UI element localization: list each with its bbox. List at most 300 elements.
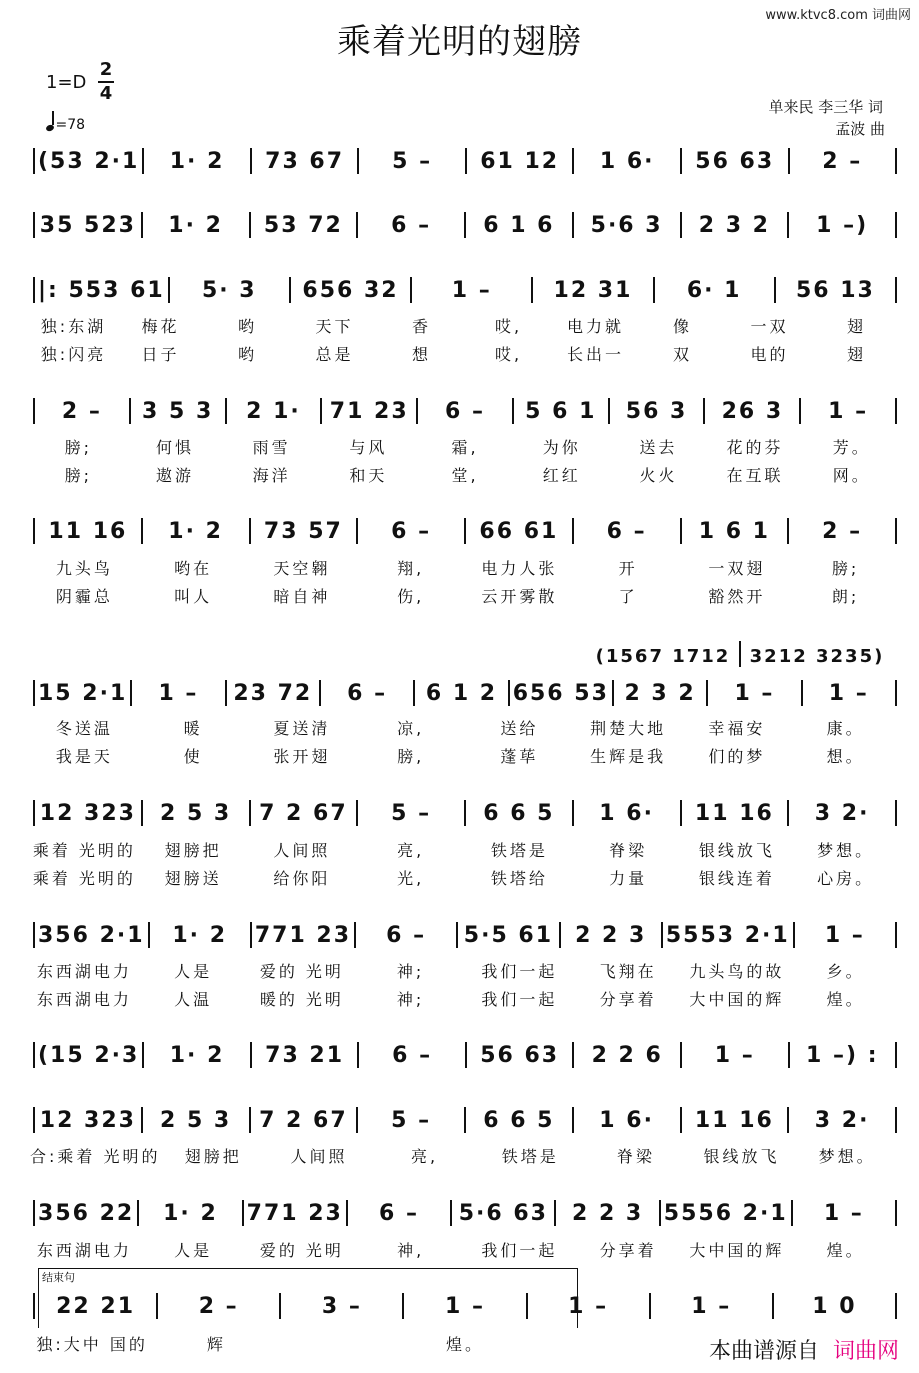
barline <box>895 1042 897 1068</box>
barline <box>357 1042 359 1068</box>
measure: 5·6 3 <box>590 213 663 238</box>
barline <box>572 800 574 826</box>
barline <box>554 1200 556 1226</box>
measure: 1 – <box>828 399 869 424</box>
lyric-word: 神, <box>397 1241 425 1260</box>
lyric-word: 梅花 <box>141 317 180 336</box>
tempo-mark <box>46 115 85 133</box>
lyric-word: 霜, <box>451 438 479 457</box>
measure: 6· 1 <box>686 278 742 303</box>
lyric-word: 暖 <box>183 719 203 738</box>
lyric-word: 九头鸟 <box>55 559 113 578</box>
lyric-line <box>30 1238 900 1261</box>
barline <box>225 398 227 424</box>
barline <box>464 518 466 544</box>
lyric-word: 了 <box>618 587 638 606</box>
lyric-line <box>30 1144 900 1167</box>
measure: 56 63 <box>695 149 775 174</box>
lyric-word: 我是天 <box>55 747 113 766</box>
barline <box>572 148 574 174</box>
barline <box>250 148 252 174</box>
site-watermark: www.ktvc8.com 词曲网 <box>765 8 911 23</box>
lyric-word: 总是 <box>315 345 354 364</box>
measure: 1 0 <box>812 1294 857 1319</box>
lyric-word: 生辉是我 <box>590 747 667 766</box>
barline <box>33 1042 35 1068</box>
barline <box>33 148 35 174</box>
measure: 1 – <box>158 681 199 706</box>
interlude-measure: 3212 3235) <box>749 646 885 667</box>
barline <box>320 398 322 424</box>
lyric-word: 一双翅 <box>708 559 766 578</box>
lyric-word: 堂, <box>451 466 479 485</box>
lyric-word: 脊梁 <box>609 841 648 860</box>
measure: 356 22 <box>38 1201 135 1226</box>
lyric-word: 辉 <box>206 1335 226 1354</box>
lyric-word: 云开雾散 <box>481 587 558 606</box>
measure: 6 – <box>391 213 432 238</box>
measure: 6 1 2 <box>425 681 498 706</box>
meter-top: 2 <box>99 59 113 80</box>
lyric-word: 电力人张 <box>481 559 558 578</box>
measure: 5·5 61 <box>463 923 554 948</box>
barline <box>33 277 35 303</box>
barline <box>895 277 897 303</box>
lyric-word: 煌。 <box>826 1241 865 1260</box>
barline <box>225 680 227 706</box>
barline <box>680 1042 682 1068</box>
lyric-word: 爱的 光明 <box>259 1241 344 1260</box>
measure: 1 –) <box>816 213 869 238</box>
measure: 6 – <box>391 519 432 544</box>
lyric-word: 夏送清 <box>273 719 331 738</box>
lyric-word: 冬送温 <box>55 719 113 738</box>
measure: 66 61 <box>479 519 559 544</box>
lyric-word: 煌。 <box>445 1335 484 1354</box>
measure: 2 2 6 <box>591 1043 663 1068</box>
barline <box>772 1293 774 1319</box>
lyric-word: 大中国的辉 <box>689 1241 785 1260</box>
lyric-word: 神; <box>396 990 425 1009</box>
measure: 1 6 1 <box>698 519 770 544</box>
notation-row <box>30 398 900 424</box>
barline <box>703 398 705 424</box>
barline <box>249 518 251 544</box>
barline <box>895 398 897 424</box>
measure: 5 – <box>391 1108 432 1133</box>
barline <box>456 922 458 948</box>
barline <box>801 680 803 706</box>
lyric-word: 雨雪 <box>252 438 291 457</box>
lyric-word: 力量 <box>609 869 648 888</box>
lyric-word: 送去 <box>639 438 678 457</box>
measure: 73 67 <box>265 149 345 174</box>
lyric-word: 暖的 光明 <box>259 990 344 1009</box>
lyric-word <box>279 1332 403 1355</box>
measure: 5 – <box>392 149 433 174</box>
lyric-word: 何惧 <box>156 438 195 457</box>
measure: 3 2· <box>814 801 870 826</box>
lyric-word: 开 <box>618 559 638 578</box>
barline <box>141 1107 143 1133</box>
barline <box>612 680 614 706</box>
measure: 656 32 <box>302 278 399 303</box>
barline <box>416 398 418 424</box>
lyric-word: 我们一起 <box>481 962 558 981</box>
lyric-line <box>30 342 900 365</box>
barline <box>799 398 801 424</box>
measure: 2 3 2 <box>698 213 770 238</box>
lyric-word: 人间照 <box>273 841 331 860</box>
interlude-measure: (1567 1712 <box>595 646 731 667</box>
barline <box>289 277 291 303</box>
barline <box>680 518 682 544</box>
measure: 2 5 3 <box>160 801 232 826</box>
lyric-word: 人是 <box>174 962 213 981</box>
notation-row <box>30 1200 900 1226</box>
lyric-word: 膀; <box>64 438 93 457</box>
measure: 1 – <box>714 1043 755 1068</box>
lyric-word: 朗; <box>831 587 860 606</box>
lyric-word: 分享着 <box>599 1241 657 1260</box>
measure: 7 2 67 <box>259 801 348 826</box>
measure: 5 6 1 <box>525 399 597 424</box>
lyric-word: 哎, <box>494 317 523 336</box>
lyric-word: 张开翅 <box>273 747 331 766</box>
barline <box>249 800 251 826</box>
measure: 73 21 <box>265 1043 345 1068</box>
barline <box>895 922 897 948</box>
measure: 11 16 <box>694 801 774 826</box>
barline <box>354 922 356 948</box>
barline <box>130 680 132 706</box>
measure: 2 5 3 <box>160 1108 232 1133</box>
note-stem <box>52 111 54 125</box>
barline <box>895 1293 897 1319</box>
barline <box>356 1107 358 1133</box>
barline <box>787 1107 789 1133</box>
lyric-line <box>30 866 900 889</box>
lyric-word: 哎, <box>494 345 523 364</box>
barline <box>142 148 144 174</box>
measure: 12 31 <box>553 278 633 303</box>
measure: 53 72 <box>263 213 343 238</box>
barline <box>512 398 514 424</box>
barline <box>250 922 252 948</box>
measure: 6 – <box>445 399 485 424</box>
measure: 2 – <box>198 1294 239 1319</box>
measure: 2 1· <box>246 399 301 424</box>
barline <box>33 1200 35 1226</box>
lyric-word: 爱的 光明 <box>259 962 344 981</box>
barline <box>559 922 561 948</box>
barline <box>464 1107 466 1133</box>
notation-row <box>30 1042 900 1068</box>
lyric-word: 长出一 <box>566 345 624 364</box>
measure: 26 3 <box>721 399 784 424</box>
lyric-word: 翅 <box>846 317 866 336</box>
measure: 1· 2 <box>169 149 225 174</box>
measure: 56 13 <box>795 278 875 303</box>
measure: 1 – <box>451 278 492 303</box>
measure: 11 16 <box>48 519 128 544</box>
barline <box>249 212 251 238</box>
measure: (15 2·3 <box>38 1043 140 1068</box>
measure: 3 – <box>321 1294 362 1319</box>
lyric-word: 康。 <box>826 719 865 738</box>
measure: 2 – <box>61 399 102 424</box>
barline <box>413 680 415 706</box>
barline <box>33 1293 35 1319</box>
barline <box>653 277 655 303</box>
lyric-word: 凉, <box>397 719 425 738</box>
lyric-word: 亮, <box>397 841 425 860</box>
lyric-word: 花的芬 <box>726 438 784 457</box>
lyric-word: 给你阳 <box>273 869 331 888</box>
lyric-word: 铁塔给 <box>490 869 548 888</box>
lyric-word: 伤, <box>397 587 425 606</box>
barline <box>793 922 795 948</box>
measure: 356 2·1 <box>38 923 145 948</box>
lyric-word: 东西湖电力 <box>36 962 132 981</box>
lyric-word: 们的梦 <box>708 747 766 766</box>
barline <box>572 518 574 544</box>
lyric-word: 铁塔是 <box>490 841 548 860</box>
notation-row <box>30 148 900 174</box>
barline <box>319 680 321 706</box>
barline <box>788 148 790 174</box>
barline <box>680 148 682 174</box>
lyric-word: 飞翔在 <box>599 962 657 981</box>
measure: 6 1 6 <box>483 213 555 238</box>
lyric-word: 像 <box>672 317 692 336</box>
lyric-word: 网。 <box>832 466 871 485</box>
barline <box>787 212 789 238</box>
measure: 1· 2 <box>168 213 223 238</box>
notation-row <box>30 212 900 238</box>
measure: 1 – <box>734 681 775 706</box>
lyric-word: 豁然开 <box>708 587 766 606</box>
lyric-word: 海洋 <box>252 466 291 485</box>
lyric-word: 日子 <box>141 345 180 364</box>
barline <box>464 800 466 826</box>
lyric-word: 膀; <box>831 559 860 578</box>
lyric-word: 翅膀把 <box>184 1147 242 1166</box>
lyric-word: 叫人 <box>174 587 213 606</box>
lyric-word: 银线放飞 <box>703 1147 780 1166</box>
lyric-word: 独:东湖 <box>40 317 107 336</box>
tempo-value: =78 <box>55 117 86 133</box>
notation-row <box>30 680 900 706</box>
measure: 56 63 <box>480 1043 560 1068</box>
barline <box>788 1042 790 1068</box>
lyric-line <box>30 435 900 458</box>
barline <box>895 680 897 706</box>
lyric-word: 梦想。 <box>817 841 875 860</box>
barline <box>141 800 143 826</box>
barline <box>572 1107 574 1133</box>
lyric-word: 我们一起 <box>481 1241 558 1260</box>
measure: 5·6 63 <box>458 1201 548 1226</box>
lyric-line <box>30 838 900 861</box>
measure: 5 – <box>391 801 432 826</box>
barline <box>774 277 776 303</box>
lyric-word: 光, <box>397 869 425 888</box>
measure: 1 – <box>568 1294 609 1319</box>
measure: 56 3 <box>625 399 688 424</box>
lyric-word: 想。 <box>826 747 865 766</box>
measure: 11 16 <box>694 1108 774 1133</box>
notation-row <box>30 922 900 948</box>
barline <box>356 800 358 826</box>
measure: 2 – <box>822 519 863 544</box>
interlude-row <box>590 641 890 667</box>
lyric-word <box>527 1332 651 1355</box>
measure: 1· 2 <box>172 923 228 948</box>
barline <box>661 922 663 948</box>
lyric-word: 阴霾总 <box>55 587 113 606</box>
barline <box>33 922 35 948</box>
measure: 15 2·1 <box>38 681 128 706</box>
lyric-word: 天下 <box>315 317 354 336</box>
lyric-line <box>30 716 900 739</box>
ending-bracket <box>38 1268 578 1328</box>
measure: 6 – <box>606 519 647 544</box>
meter-bottom: 4 <box>99 83 113 104</box>
barline <box>508 680 510 706</box>
lyric-word: 电的 <box>750 345 789 364</box>
lyric-word: 神; <box>396 962 425 981</box>
measure: 22 21 <box>56 1294 136 1319</box>
measure: 5556 2·1 <box>663 1201 788 1226</box>
lyric-word: 分享着 <box>599 990 657 1009</box>
barline <box>659 1200 661 1226</box>
song-title: 乘着光明的翅膀 <box>337 22 582 62</box>
barline <box>895 1200 897 1226</box>
barline <box>572 1042 574 1068</box>
lyric-word: 双 <box>672 345 692 364</box>
measure: 2 3 2 <box>624 681 696 706</box>
lyric-word: 火火 <box>639 466 678 485</box>
measure: 35 523 <box>39 213 136 238</box>
barline <box>242 1200 244 1226</box>
measure: 1· 2 <box>168 519 223 544</box>
lyric-word: 人温 <box>174 990 213 1009</box>
barline <box>141 212 143 238</box>
barline <box>465 1042 467 1068</box>
measure: 23 72 <box>233 681 313 706</box>
barline <box>33 212 35 238</box>
barline <box>608 398 610 424</box>
measure: 1 – <box>445 1294 485 1319</box>
barline <box>129 398 131 424</box>
lyric-word: 哟在 <box>174 559 213 578</box>
lyric-word: 送给 <box>500 719 539 738</box>
measure: 5· 3 <box>201 278 257 303</box>
measure: 5553 2·1 <box>665 923 790 948</box>
composer-credit: 孟波 曲 <box>835 120 885 138</box>
barline <box>464 212 466 238</box>
measure: 12 323 <box>39 801 136 826</box>
lyric-word: 暗自神 <box>273 587 331 606</box>
barline <box>791 1200 793 1226</box>
barline <box>249 1107 251 1133</box>
measure: 771 23 <box>254 923 352 948</box>
lyric-word: 梦想。 <box>818 1147 876 1166</box>
barline <box>465 148 467 174</box>
barline <box>33 398 35 424</box>
time-signature <box>98 60 114 104</box>
lyric-word: 翅 <box>846 345 866 364</box>
barline <box>706 680 708 706</box>
lyric-word: 天空翱 <box>273 559 331 578</box>
measure: 1· 2 <box>169 1043 225 1068</box>
barline <box>33 680 35 706</box>
barline <box>33 1107 35 1133</box>
lyric-word: 和天 <box>349 466 388 485</box>
barline <box>739 641 741 667</box>
lyric-word: 人是 <box>174 1241 213 1260</box>
lyric-word: 哟 <box>237 345 257 364</box>
lyric-word: 心房。 <box>817 869 875 888</box>
lyric-line <box>30 314 900 337</box>
barline <box>895 212 897 238</box>
lyric-word: 翅膀把 <box>164 841 222 860</box>
barline <box>410 277 412 303</box>
notation-row <box>30 800 900 826</box>
source-brand[interactable]: 词曲网 <box>832 1339 899 1364</box>
lyricist-credit: 单来民 李三华 词 <box>768 98 883 116</box>
measure: 1 –) : <box>806 1043 879 1068</box>
lyric-line <box>30 744 900 767</box>
barline <box>357 148 359 174</box>
quarter-note-icon <box>45 124 55 132</box>
lyric-word: 东西湖电力 <box>36 990 132 1009</box>
lyric-word: 香 <box>411 317 431 336</box>
barline <box>531 277 533 303</box>
lyric-word: 幸福安 <box>708 719 766 738</box>
key-signature: 1=D <box>46 72 87 93</box>
measure: 1 6· <box>599 801 654 826</box>
ending-label: 结束句 <box>42 1271 75 1284</box>
barline <box>141 518 143 544</box>
lyric-word: 为你 <box>542 438 581 457</box>
lyric-word: 银线连着 <box>698 869 775 888</box>
notation-row <box>30 1107 900 1133</box>
barline <box>33 800 35 826</box>
measure: 2 2 3 <box>575 923 647 948</box>
lyric-word: 膀; <box>64 466 93 485</box>
barline <box>895 518 897 544</box>
lyric-word: 独:闪亮 <box>40 345 107 364</box>
measure: 1 6· <box>599 1108 654 1133</box>
barline <box>572 212 574 238</box>
barline <box>649 1293 651 1319</box>
lyric-word: 红红 <box>542 466 581 485</box>
barline <box>250 1042 252 1068</box>
barline <box>787 518 789 544</box>
barline <box>356 212 358 238</box>
measure: 6 – <box>347 681 388 706</box>
lyric-word: 乘着 光明的 <box>32 841 136 860</box>
barline <box>148 922 150 948</box>
lyric-word: 人间照 <box>290 1147 348 1166</box>
lyric-line <box>30 556 900 579</box>
lyric-word: 一双 <box>750 317 789 336</box>
barline <box>895 148 897 174</box>
measure: 71 23 <box>329 399 409 424</box>
barline <box>346 1200 348 1226</box>
